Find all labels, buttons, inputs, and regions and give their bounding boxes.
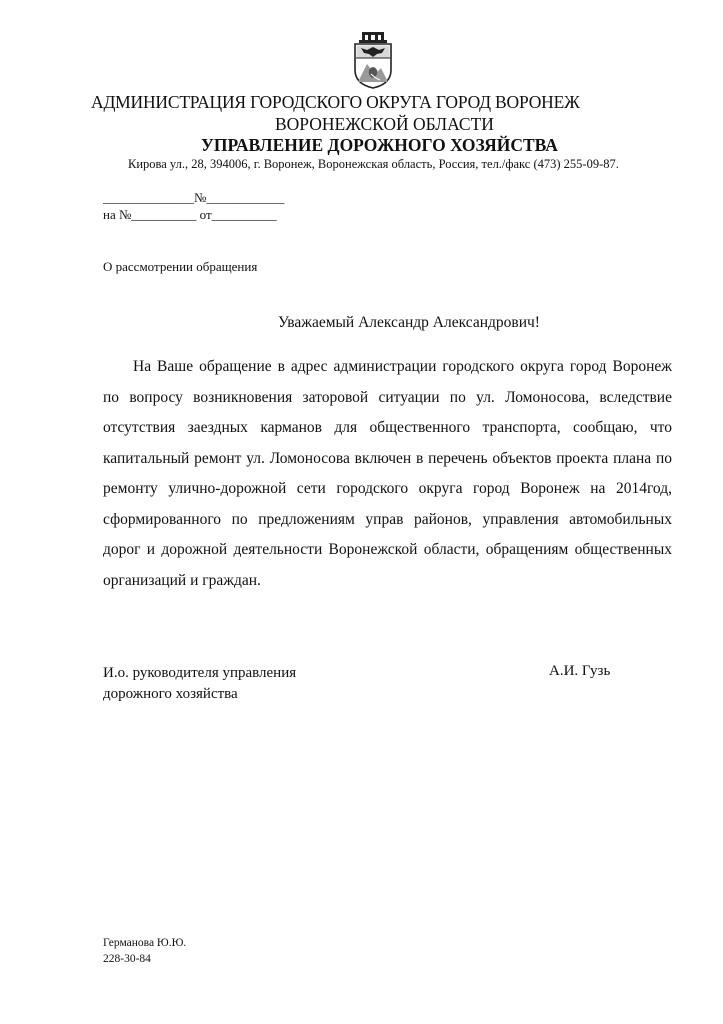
signatory-title-line-2: дорожного хозяйства: [103, 686, 238, 702]
letterhead-address: Кирова ул., 28, 394006, г. Воронеж, Воронежская область, Россия, тел./факс (473) 255-09-87.: [128, 157, 619, 171]
executor-phone: 228-30-84: [103, 953, 151, 965]
letterhead-department: УПРАВЛЕНИЕ ДОРОЖНОГО ХОЗЯЙСТВА: [201, 135, 558, 155]
letter-subject: О рассмотрении обращения: [103, 259, 258, 274]
signatory-title: [103, 663, 296, 705]
letterhead-administration: АДМИНИСТРАЦИЯ ГОРОДСКОГО ОКРУГА ГОРОД ВОРОНЕЖ: [91, 92, 580, 112]
coat-of-arms-icon: [349, 30, 397, 90]
signatory-name: А.И. Гузь: [549, 663, 611, 679]
letter-body: На Ваше обращение в адрес администрации городского округа город Воронеж по вопросу возникновения заторовой ситуации по ул. Ломоносова, вследствие отсутствия заездных карманов для общественного транспорта, сообщаю, что капитальный ремонт ул. Ломоносова включен в перечень объектов проекта плана по ремонту улично-дорожной сети городского округа город Воронеж на 2014год, сформированного по предложениям управ районов, управления автомобильных дорог и дорожной деятельности Воронежской области, обращениям общественных организаций и граждан.: [103, 358, 672, 589]
letter-greeting: Уважаемый Александр Александрович!: [278, 314, 540, 331]
executor-block: [103, 935, 186, 967]
executor-name: Германова Ю.Ю.: [103, 937, 187, 949]
reference-number-line: на №__________ от__________: [103, 207, 277, 222]
signatory-title-line-1: И.о. руководителя управления: [103, 665, 297, 681]
letterhead-region: ВОРОНЕЖСКОЙ ОБЛАСТИ: [275, 114, 494, 134]
registration-number-line: ______________№____________: [103, 190, 285, 205]
